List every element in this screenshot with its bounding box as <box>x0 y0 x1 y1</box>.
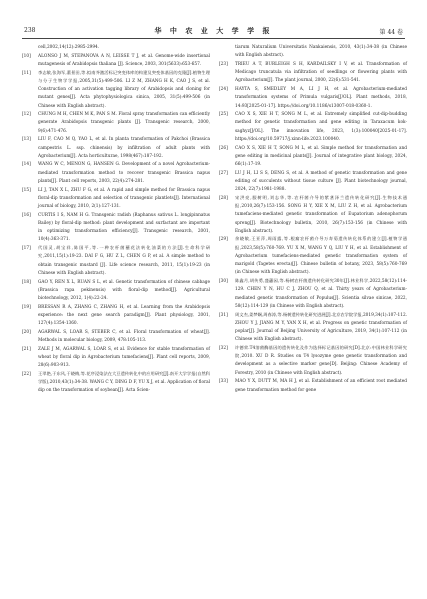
reference-text: TRIEU A T, BURLEIGH S H, KARDAILSKY I V, et al. Transformation of Medicago truncatula via infiltration of seedlings or flowering plants with Agrobacterium[J]. The plant journal, 2000, 22(6):531-541. <box>235 61 407 84</box>
reference-text: LU J H, LI S S, DENG S, et al. A method of genetic transformation and gene editing of succulents without tissue culture [J]. Plant biotechnology journal, 2024, 22(7):1981-1988. <box>235 170 407 193</box>
reference-number: [19] <box>22 304 31 310</box>
reference-number: [29] <box>219 237 228 243</box>
reference-entry <box>22 371 210 396</box>
reference-text: BRESSAN R A, ZHANG C, ZHANG H, et al. Learning from the Arabidopsis experience: the next gene search paradigm[J]. Plant physiology, 2001, 127(4):1354-1360. <box>38 304 210 327</box>
reference-text: CURTIS I S, NAM H G. Transgenic radish (Raphanus sativus L. longipinnatus Bailey) by floral-dip method: plant development and surfactant are important in optimizing transformation efficiency[J]. Transgenic research, 2001, 10(4):363-371. <box>38 212 210 243</box>
reference-text: GAO Y, REN X L, RUAN S L, et al. Genetic transformation of chinese cabbage (Brassica rapa pekinensis) with floral-dip method[J]. Agricultural biotechnology, 2012, 1(4):22-24. <box>38 279 210 302</box>
reference-entry <box>22 53 210 70</box>
volume-label: 第 44 卷 <box>379 29 403 36</box>
reference-entry <box>219 236 407 277</box>
reference-entry <box>22 304 210 329</box>
reference-text: LI J, TAN X L, ZHU F G, et al. A rapid and simple method for Brassica napus floral-dip transformation and selection of transgenic plantlets[J]. International journal of biology, 2010, 2(1):127-131. <box>38 187 210 210</box>
reference-number: [23] <box>219 61 228 67</box>
reference-text: 宋洪亮,服树明,刘志华,等.农杆菌介导的紫茎泽兰遗传转化研究[J].生物技术通报,2010,26(7):153-156. SONG H Y, XIE X M, LIU Z H, et al. Agrobacterium tumefaciens-mediated genetic transformation of Eupatorium adenophorum spreng[J]. Biotechnology bulletin, 2010, 26(7):153-156 (in Chinese with English abstract). <box>235 195 407 234</box>
reference-entry <box>22 161 210 186</box>
reference-number: [31] <box>219 312 228 318</box>
reference-entry <box>219 44 407 61</box>
reference-number: [16] <box>22 212 31 218</box>
reference-text: WANG W C, MENON G, HANSEN G. Development of a novel Agrobacterium-mediated transformation method to recover transgenic Brassica napus plants[J]. Plant cell reports, 2003, 22(4):274-281. <box>38 162 210 184</box>
reference-number: [11] <box>22 70 31 76</box>
reference-text: ALONSO J M, STEPANOVA A N, LEISSE T J, et al. Genome-wide insertional mutagenesis of Arabidopsis thaliana [J]. Science, 2003, 301(5633):653-657. <box>38 53 210 67</box>
reference-number: [14] <box>22 162 31 168</box>
reference-text: AGARWAL S, LOAR S, STEBER C, et al. Floral transformation of wheat[J]. Methods in molecular biology, 2009, 478:105-113. <box>38 329 210 344</box>
reference-entry <box>219 61 407 86</box>
reference-text: tiarum Naturalium Universitatis Nankaiensis, 2010, 43(1):34-38 (in Chinese with English abstract). <box>235 45 407 59</box>
reference-text: CAO X S, XIE H T, SONG M L, et al. Simple method for transformation and gene editing in medicinal plants[J]. Journal of integrative plant biology, 2024, 66(1):17-19. <box>235 145 407 168</box>
reference-entry <box>219 145 407 170</box>
reference-column-right <box>219 44 407 395</box>
reference-number: [13] <box>22 137 31 143</box>
reference-entry <box>22 136 210 161</box>
reference-text: ZALE J M, AGARWAL S, LOAR S, et al. Evidence for stable transformation of wheat by floral dip in Agrobacterium tumefaciens[J]. Plant cell reports, 2009, 28(6):903-913. <box>38 346 210 369</box>
reference-entry <box>22 70 210 111</box>
reference-number: [33] <box>219 379 228 385</box>
reference-number: [27] <box>219 170 228 176</box>
reference-entry <box>219 345 407 378</box>
reference-number: [21] <box>22 346 31 352</box>
reference-number: [25] <box>219 112 228 118</box>
reference-number: [10] <box>22 53 31 59</box>
reference-number: [17] <box>22 246 31 252</box>
reference-text: CHUNG M H, CHEN M K, PAN S M. Floral spray transformation can efficiently generate Arabidopsis transgenic plants [J]. Transgenic research, 2000, 9(6):471-476. <box>38 112 210 134</box>
reference-entry <box>219 195 407 236</box>
reference-text: 周文杰,姜梦娴,周春涛,等.杨树遗传转化研究进展[J].北京农学院学报,2019,34(1):107-112. ZHOU Y J, JIANG M Y, YAN X H, et al. Progress on genetic transformation of poplar[J]. Journal of Beijing University of Agriculture, 2019, 34(1):107-112 (in Chinese with English abstract). <box>235 312 407 343</box>
reference-number: [12] <box>22 112 31 118</box>
reference-text: CAO X S, XIE H T, SONG M L, et al. Extremely simplified cut-dip-budding method for genetic transformation and gene editing in Taraxacum kok-saghyz[J/OL]. The innovation life, 2023, 1(3):100040[2025-01-17]. https://doi.org/10.59717/j.xinn-life.2023.100040. <box>235 112 407 142</box>
reference-number: [22] <box>22 371 31 377</box>
reference-column-left <box>22 44 210 396</box>
reference-number: [28] <box>219 195 228 201</box>
reference-entry <box>219 312 407 345</box>
reference-number: [24] <box>219 87 228 93</box>
reference-entry <box>22 187 210 212</box>
reference-entry <box>22 44 210 52</box>
reference-text: 李志敏,张海军,董景田,等.拟南芥激活标记突变体库的构建及突变体基因的克隆[J].植物生理与分子生物学学报,2005,31(5):499-506. LI Z M, ZHANG H K, CAO J S, et al. Construction of an activation tagging library of Arabidopsis and cloning for mutant genes[J]. Acta phytophysiologica sinica, 2005, 31(5):499-506 (in Chinese with English abstract). <box>38 70 210 109</box>
reference-number: [20] <box>22 329 31 335</box>
reference-number: [26] <box>219 145 228 151</box>
reference-entry <box>22 111 210 136</box>
reference-text: cell,2002,14(12):2985-2994. <box>38 45 100 50</box>
reference-number: [32] <box>219 345 228 351</box>
journal-title: 华 中 农 业 大 学 学 报 <box>154 26 273 35</box>
reference-text: HAYTA S, SMEDLEY M A, LI J H, et al. Agrobacterium-mediated transformation systems of Primula vulgaris[J/OL]. Plant methods, 2018, 14:93[2025-01-17]. https://doi.org/10.1186/s13007-018-0360-1. <box>235 87 407 109</box>
reference-text: 余晓敏,王亚萍,周雨露,等.根瘤农杆菌介导万寿菊遗传转化体系的建立[J].植物学通报,2023,58(5):760-769. YU X M, WANG Y Q, LIU Y H, et al. Establishment of Agrobacterium tumefaciens-mediated genetic transformation system of marigold (Tagetes erecta)[J]. Chinese bulletin of botany, 2023, 58(5):760-769 (in Chinese with English abstract). <box>235 237 407 276</box>
reference-entry <box>22 279 210 304</box>
reference-entry <box>219 170 407 195</box>
reference-text: 代国灵,胡宝祥,陈国平,等.一种农杆菌蘸花法转化油菜的方法[J].生命科学研究,2011,15(1):19-23. DAI F G, HU Z L, CHEN G P, et al. A simple method to obtain transgenic mustard [J]. Life science research, 2011, 15(1):19-23 (in Chinese with English abstract). <box>38 246 210 276</box>
reference-number: [15] <box>22 187 31 193</box>
reference-text: MAO Y X, DUTT M, MA H J, et al. Establishment of an efficient root mediated gene transformation method for gene <box>235 379 407 393</box>
reference-entry <box>219 278 407 311</box>
reference-number: [18] <box>22 279 31 285</box>
reference-entry <box>219 378 407 395</box>
reference-entry <box>22 245 210 278</box>
reference-text: LIU F, CAO M Q, YAO L, et al. In planta transformation of Pakchoi (Brassica campestris L. ssp. chinensis) by infiltration of adult plants with Agrobacterium[J]. Acta horticulturae, 1998(467):187-192. <box>38 137 210 159</box>
reference-entry <box>219 86 407 111</box>
reference-text: 陈鑫月,胡传勇,盛蕙园,等.杨树农杆菌遗传转化研究30年[J].林业科学,2022,58(12):114-129. CHEN Y N, HU C J, ZHOU Q, et al. Thirty years of Agrobacterium-mediated genetic transformation of Populus[J]. Scientia silvae sinicae, 2022, 58(12):114-129 (in Chinese with English abstract). <box>235 279 407 309</box>
reference-text: 许德荣.T4溶菌酶基因的遗传转化及作为选择标记基因的研究[D].北京:中国林业科学研究院,2010. XU D R. Studies on T4 lysozyme gene genetic transformation and development as a selective marker gene[D]. Beijing: Chinese Academy of Forestry, 2010 (in Chinese with English abstract). <box>235 345 407 376</box>
reference-number: [30] <box>219 279 228 285</box>
reference-entry <box>22 346 210 371</box>
reference-text: 王翠艳,于东风,于晓梅,等.花序浸染法在大豆遗传转化中的应用研究[J].南开大学学报(自然科学版),2010,43(1):34-38. WANG C Y, DING D F, YU X J, et al. Application of floral dip on the transformation of soybean[J]. Acta Scien- <box>38 371 210 394</box>
page-number: 238 <box>24 27 36 34</box>
page-header <box>22 24 405 39</box>
reference-entry <box>219 111 407 144</box>
reference-entry <box>22 212 210 245</box>
reference-entry <box>22 329 210 346</box>
